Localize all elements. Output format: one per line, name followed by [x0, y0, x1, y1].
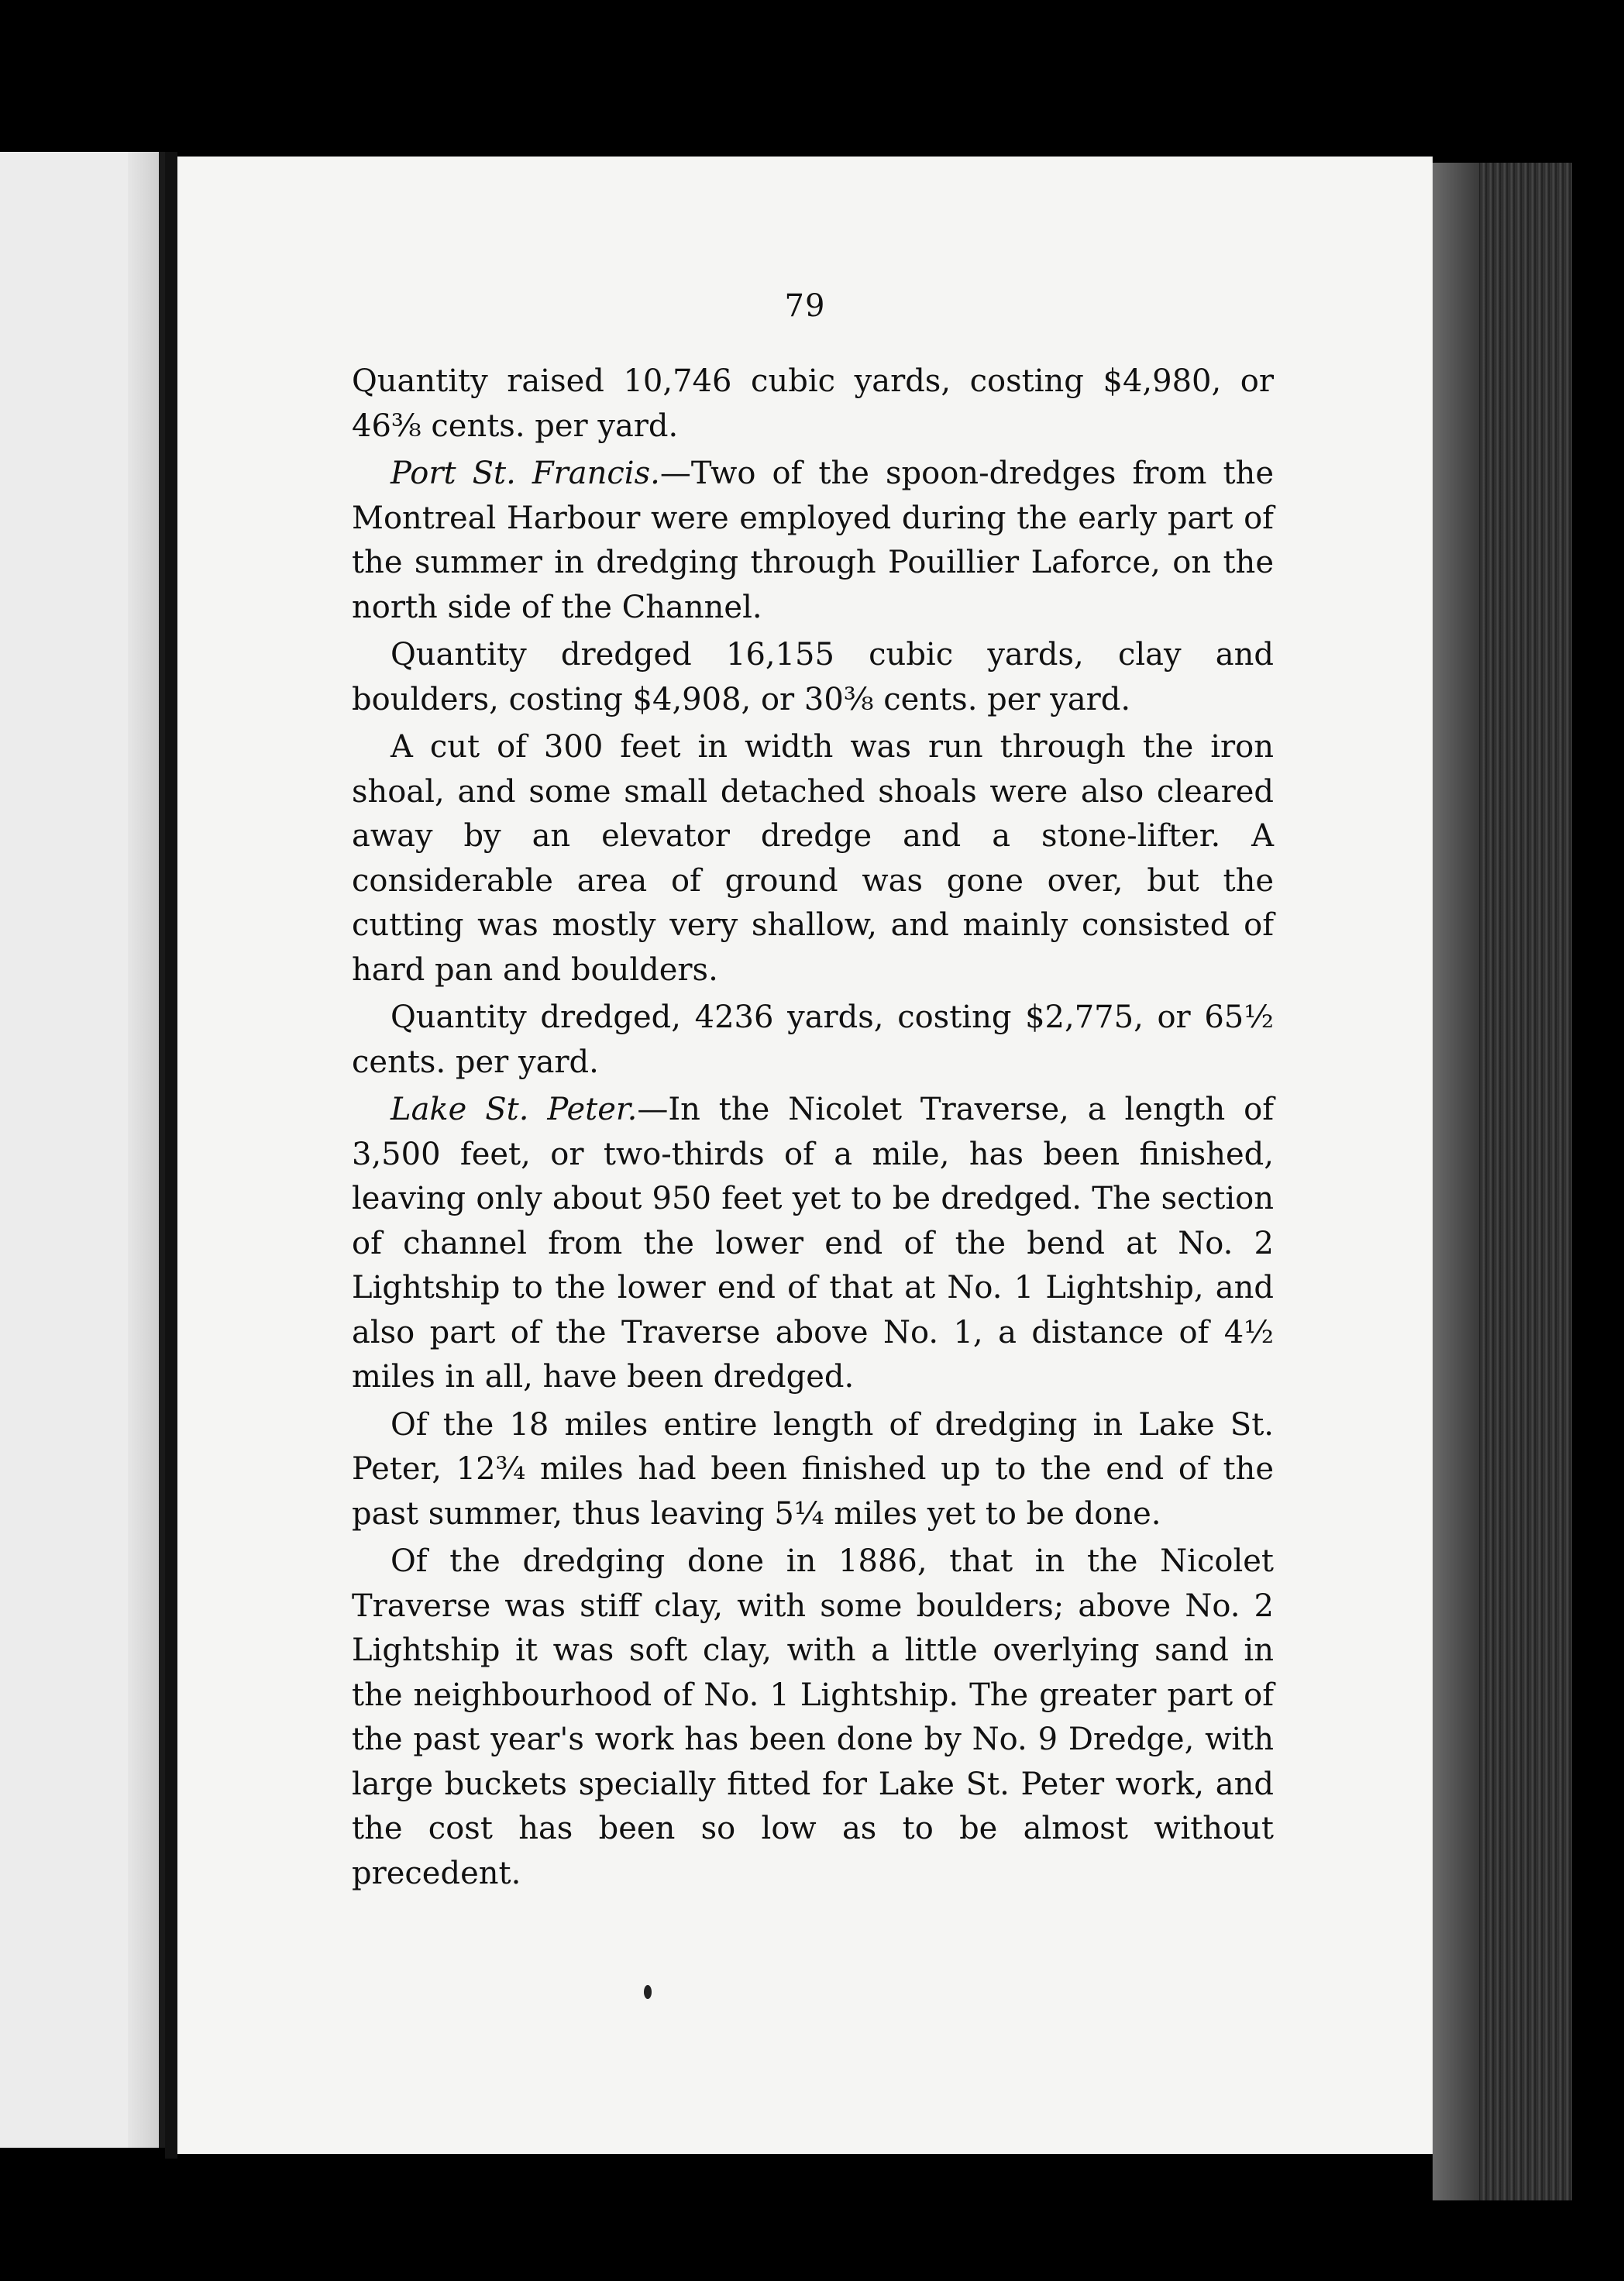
paragraph-lead: Lake St. Peter. [391, 1092, 638, 1127]
page-number: 79 [784, 288, 826, 324]
paragraph-text: Quantity dredged 16,155 cubic yards, clay and boulders, costing $4,908, or 30⅜ cents. per yard. [352, 637, 1274, 717]
paragraph [352, 452, 1274, 630]
paragraph-text: —Two of the spoon-dredges from the Montreal Harbour were employed during the early part of the summer in dredging through Pouillier Laforce, on the north side of the Channel. [352, 456, 1274, 625]
paragraph [352, 725, 1274, 993]
paragraph-text: Of the dredging done in 1886, that in the Nicolet Traverse was stiff clay, with some boulders; above No. 2 Lightship it was soft clay, with a little overlying sand in the neighbourhood of No. 1 Lightship. The greater part of the past year's work has been done by No. 9 Dredge, with large buckets specially fitted for Lake St. Peter work, and the cost has been so low as to be almost without precedent. [352, 1543, 1274, 1891]
book-page [177, 157, 1433, 2154]
paragraph-text: —In the Nicolet Traverse, a length of 3,500 feet, or two-thirds of a mile, has been finished, leaving only about 950 feet yet to be dredged. The section of channel from the lower end of the bend at No. 2 Lightship to the lower end of that at No. 1 Lightship, and also part of the Traverse above No. 1, a distance of 4½ miles in all, have been dredged. [352, 1092, 1275, 1395]
paragraph-text: A cut of 300 feet in width was run through the iron shoal, and some small detached shoals were also cleared away by an elevator dredge and a stone-lifter. A considerable area of ground was gone over, but the cutting was mostly very shallow, and mainly consisted of hard pan and boulders. [352, 729, 1274, 988]
book-fore-edge [1433, 163, 1572, 2200]
paragraph [352, 1540, 1274, 1896]
paragraph-text: Quantity raised 10,746 cubic yards, costing $4,980, or 46⅜ cents. per yard. [352, 363, 1274, 444]
paragraph [352, 633, 1274, 722]
ink-mark [644, 1985, 652, 1999]
paragraph-text: Quantity dredged, 4236 yards, costing $2,775, or 65½ cents. per yard. [352, 999, 1274, 1080]
body-text [352, 360, 1274, 1899]
paragraph-lead: Port St. Francis. [391, 456, 660, 491]
facing-page-shadow [128, 152, 159, 2148]
book-gutter [165, 152, 177, 2159]
paragraph-text: Of the 18 miles entire length of dredging in Lake St. Peter, 12¾ miles had been finished up to the end of the past summer, thus leaving 5¼ miles yet to be done. [352, 1406, 1274, 1532]
facing-page-edge [0, 152, 165, 2148]
paragraph [352, 996, 1274, 1085]
paragraph [352, 360, 1274, 449]
fore-edge-shade [1433, 163, 1479, 2200]
paragraph [352, 1403, 1274, 1537]
paragraph [352, 1088, 1274, 1400]
